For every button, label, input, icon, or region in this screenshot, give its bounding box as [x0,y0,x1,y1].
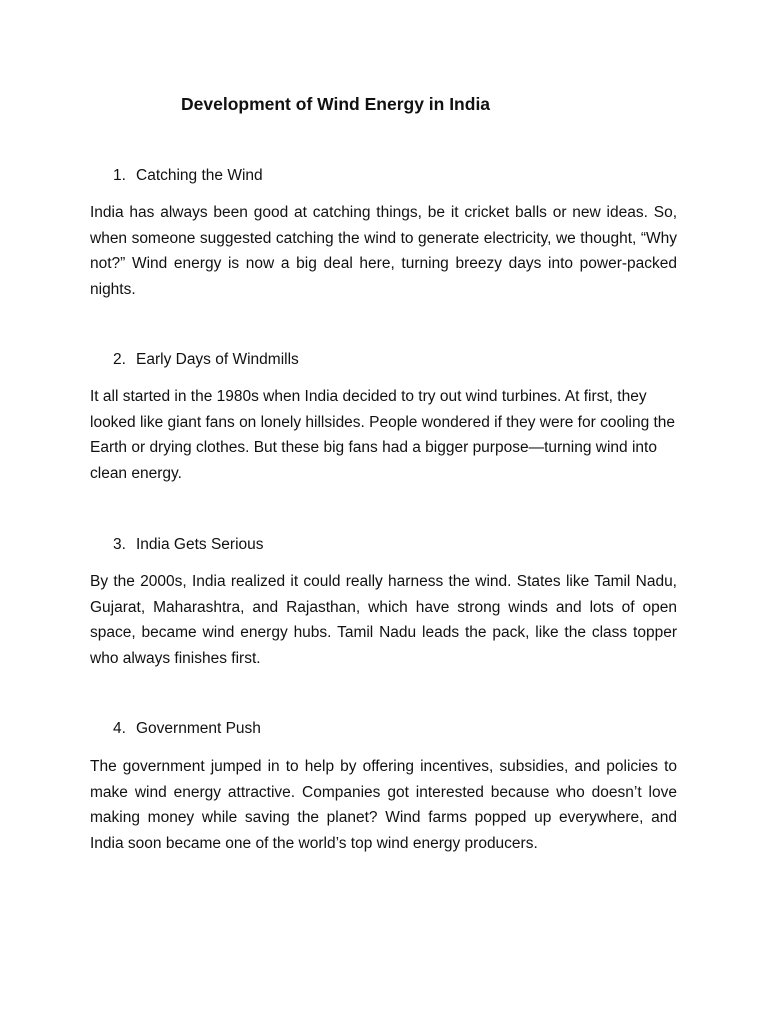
section-heading-text: Government Push [136,720,261,737]
section-body-4: The government jumped in to help by offering incentives, subsidies, and policies to make wind energy attractive. Companies got interested because who doesn’t love making money while saving the planet? Wind farms popped up everywhere, and India soon became one of the world’s top wind energy producers. [90,758,677,852]
section-heading-4 [113,720,261,738]
section-number: 1. [113,167,126,184]
section-heading-1 [113,167,263,185]
section-heading-text: India Gets Serious [136,536,264,553]
section-body-3: By the 2000s, India realized it could really harness the wind. States like Tamil Nadu, Gujarat, Maharashtra, and Rajasthan, which have strong winds and lots of open space, became wind energy hubs. Tamil Nadu leads the pack, like the class topper who always finishes first. [90,573,677,667]
section-heading-text: Early Days of Windmills [136,351,299,368]
section-body-2: It all started in the 1980s when India decided to try out wind turbines. At first, they looked like giant fans on lonely hillsides. People wondered if they were for cooling the Earth or drying clothes. But these big fans had a bigger purpose—turning wind into clean energy. [90,388,676,482]
section-number: 3. [113,536,126,553]
section-body-1: India has always been good at catching things, be it cricket balls or new ideas. So, when someone suggested catching the wind to generate electricity, we thought, “Why not?” Wind energy is now a big deal here, turning breezy days into power-packed nights. [90,204,677,298]
section-heading-text: Catching the Wind [136,167,263,184]
section-number: 4. [113,720,126,737]
section-heading-2 [113,351,299,369]
section-number: 2. [113,351,126,368]
document-title: Development of Wind Energy in India [181,94,491,114]
section-heading-3 [113,536,264,554]
